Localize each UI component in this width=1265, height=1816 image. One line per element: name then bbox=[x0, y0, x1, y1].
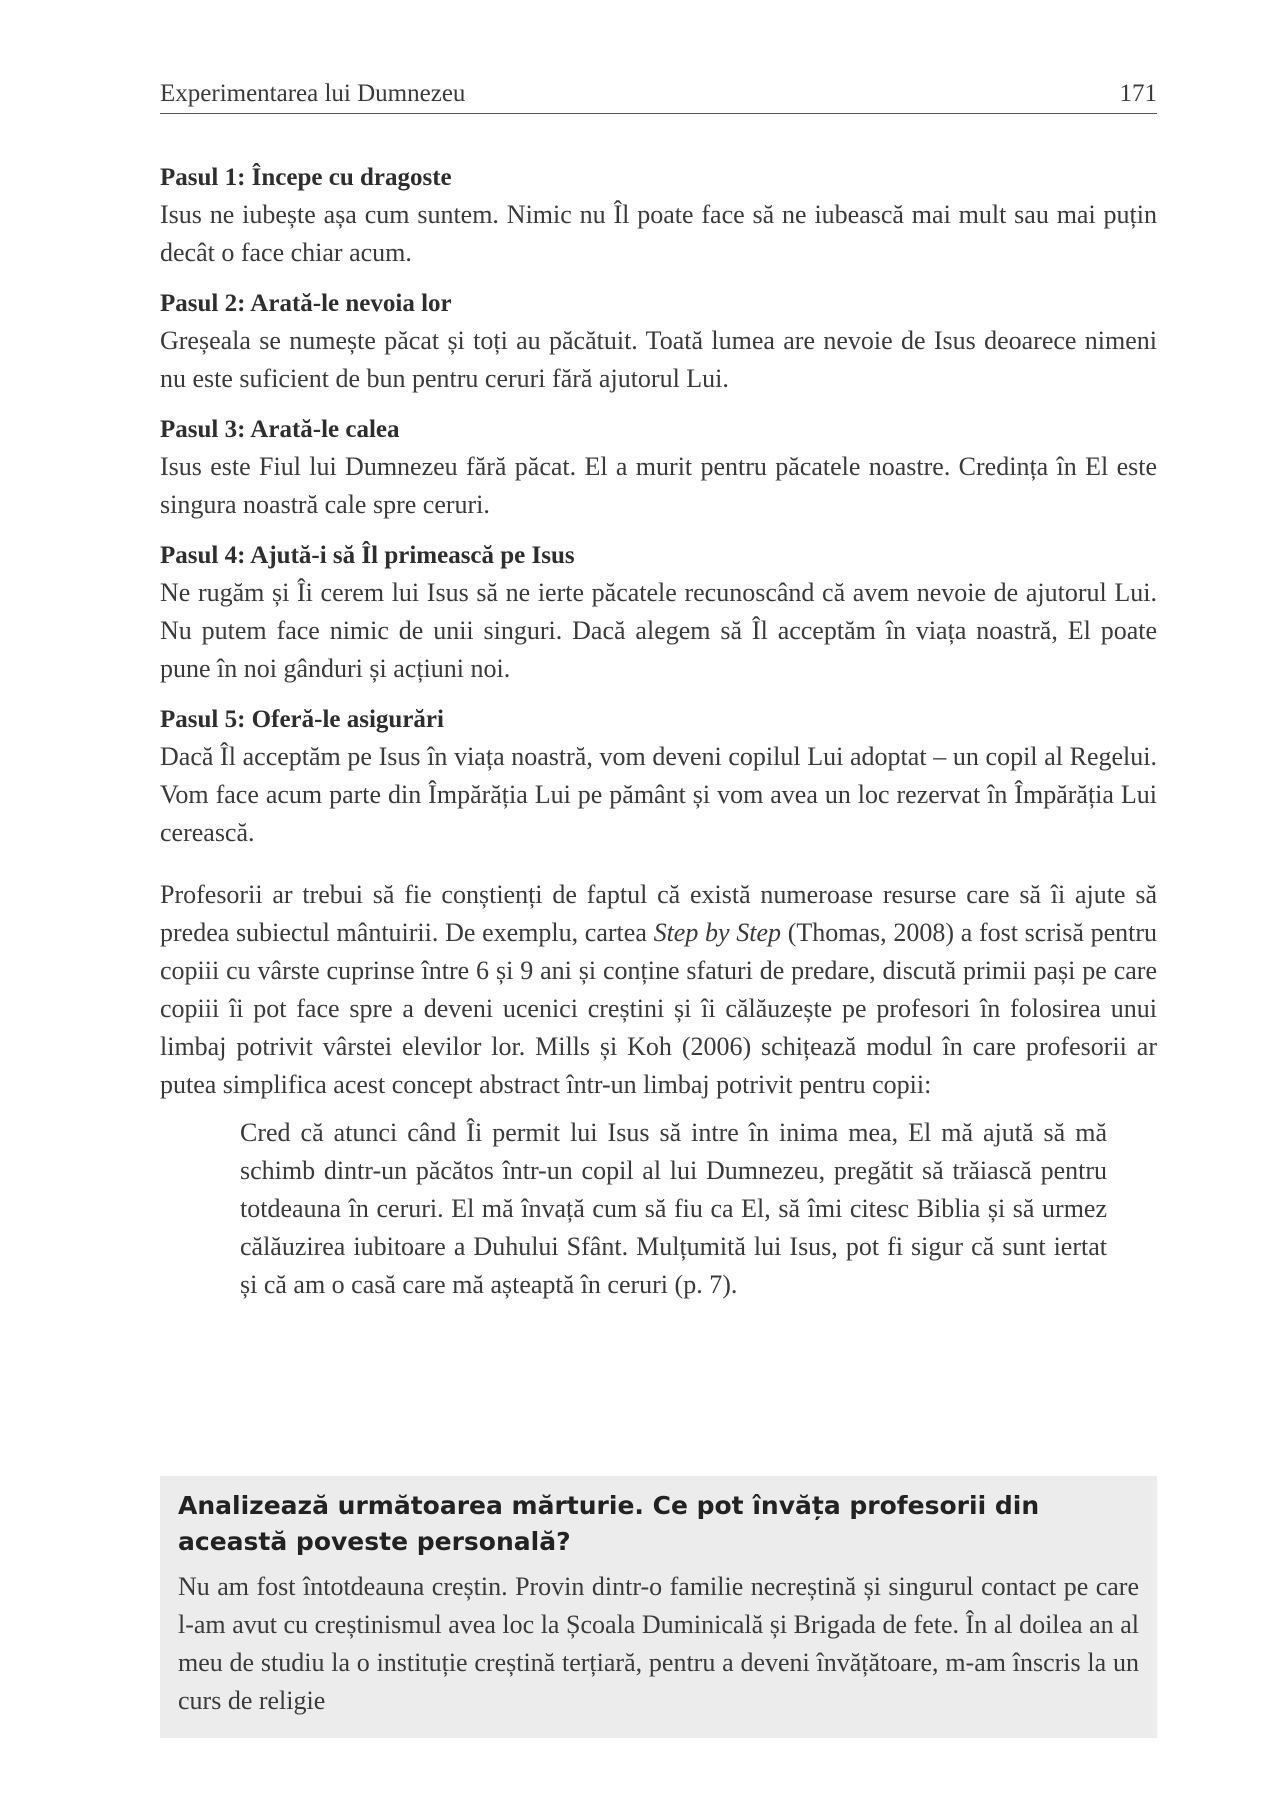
step-4 bbox=[160, 540, 1157, 688]
paragraph-text-end: (Thomas, 2008) a fost scrisă pentru copiii cu vârste cuprinse între 6 și 9 ani și conține sfaturi de predare, discută primii pași pe care copiii îi pot face spre a deveni ucenici creștini și îi călăuzește pe profesori în folosirea unui limbaj potrivit vârstei elevilor lor. Mills și Koh (2006) schițează modul în care profesorii ar putea simplifica acest concept abstract într-un limbaj potrivit pentru copii: bbox=[160, 918, 1157, 1099]
step-5 bbox=[160, 704, 1157, 852]
step-title: Pasul 5: Oferă-le asigurări bbox=[160, 706, 444, 733]
book-page bbox=[160, 78, 1157, 1304]
paragraph-text-start: Profesorii ar trebui să fie conștienți de faptul că există numeroase resurse care să îi ajute să predea subiectul mântuirii. De exemplu, cartea bbox=[160, 880, 1157, 947]
reflection-box-title: Analizează următoarea mărturie. Ce pot învăța profesorii din această poveste personală? bbox=[178, 1491, 1040, 1556]
step-text: Ne rugăm și Îi cerem lui Isus să ne ierte păcatele recunoscând că avem nevoie de ajutorul Lui. Nu putem face nimic de unii singuri. Dacă alegem să Îl acceptăm în viața noastră, El poate pune în noi gânduri și acțiuni noi. bbox=[160, 578, 1157, 683]
step-title: Pasul 1: Începe cu dragoste bbox=[160, 164, 452, 191]
step-title: Pasul 2: Arată-le nevoia lor bbox=[160, 290, 452, 317]
block-quote: Cred că atunci când Îi permit lui Isus să intre în inima mea, El mă ajută să mă schimb dintr-un păcătos într-un copil al lui Dumnezeu, pregătit să trăiască pentru totdeauna în ceruri. El mă învață cum să fiu ca El, să îmi citesc Biblia și să urmez călăuzirea iubitoare a Duhului Sfânt. Mulțumită lui Isus, pot fi sigur că sunt iertat și că am o casă care mă așteaptă în ceruri (p. 7). bbox=[240, 1118, 1107, 1299]
body-paragraph bbox=[160, 876, 1157, 1104]
step-text: Greșeala se numește păcat și toți au păcătuit. Toată lumea are nevoie de Isus deoarece nimeni nu este suficient de bun pentru ceruri fără ajutorul Lui. bbox=[160, 326, 1157, 393]
book-title-italic: Step by Step bbox=[653, 918, 782, 947]
reflection-box-text: Nu am fost întotdeauna creștin. Provin dintr-o familie necreștină și singurul contact pe care l-am avut cu creștinismul avea loc la Școala Duminicală și Brigada de fete. În al doilea an al meu de studiu la o instituție creștină terțiară, pentru a deveni învățătoare, m-am înscris la un curs de religie bbox=[178, 1572, 1139, 1715]
step-text: Isus ne iubește așa cum suntem. Nimic nu Îl poate face să ne iubească mai mult sau mai puțin decât o face chiar acum. bbox=[160, 200, 1157, 267]
step-title: Pasul 3: Arată-le calea bbox=[160, 416, 400, 443]
step-text: Dacă Îl acceptăm pe Isus în viața noastră, vom deveni copilul Lui adoptat – un copil al Regelui. Vom face acum parte din Împărăția Lui pe pământ și vom avea un loc rezervat în Împărăția Lui cerească. bbox=[160, 742, 1157, 847]
running-header bbox=[160, 78, 1157, 114]
step-1 bbox=[160, 162, 1157, 272]
step-text: Isus este Fiul lui Dumnezeu fără păcat. El a murit pentru păcatele noastre. Credința în El este singura noastră cale spre ceruri. bbox=[160, 452, 1157, 519]
step-title: Pasul 4: Ajută-i să Îl primească pe Isus bbox=[160, 542, 575, 569]
reflection-box bbox=[160, 1476, 1157, 1738]
step-2 bbox=[160, 288, 1157, 398]
running-title: Experimentarea lui Dumnezeu bbox=[160, 80, 466, 107]
step-3 bbox=[160, 414, 1157, 524]
page-number: 171 bbox=[1119, 80, 1157, 107]
page-content bbox=[160, 162, 1157, 1304]
